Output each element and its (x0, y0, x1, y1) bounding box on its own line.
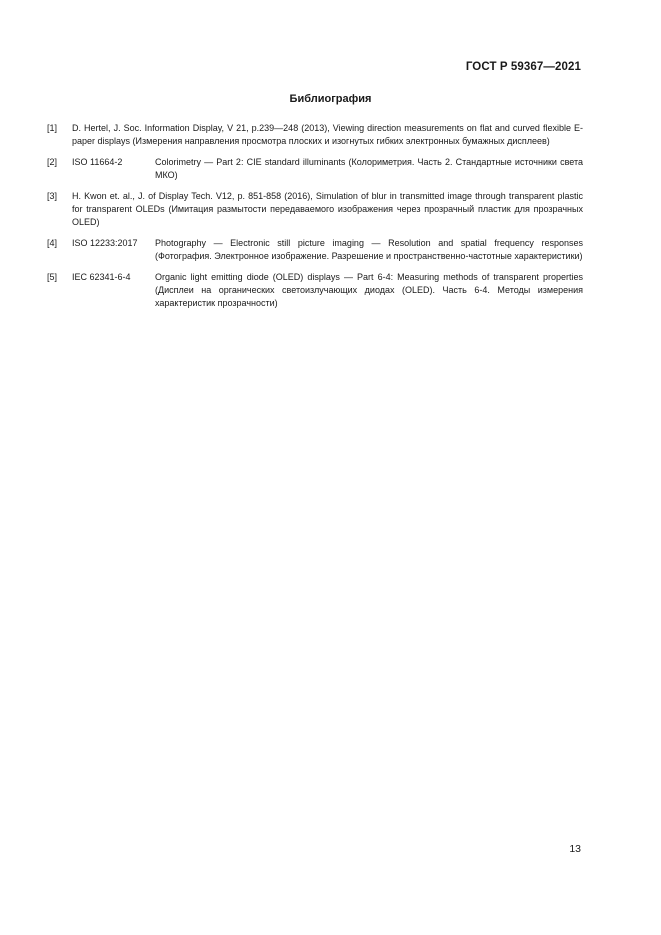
entry-number: [3] (47, 191, 58, 202)
entry-number: [5] (47, 272, 58, 283)
entry-text: D. Hertel, J. Soc. Information Display, V 21, p.239—248 (2013), Viewing direction measurements on flat and curved flexible E-paper displays (Измерения направления просмотра плоских и изогнутых гибких электронных бумажных дисплеев) (72, 123, 583, 146)
entry-standard-title: Organic light emitting diode (OLED) displays — Part 6-4: Measuring methods of transparent properties (Дисплеи на органических светоизлучающих диодах (OLED). Часть 6-4. Методы измерения характеристик прозрачности) (155, 272, 583, 308)
entry-standard-code: ISO 12233:2017 (72, 238, 138, 249)
page-number: 13 (569, 843, 581, 855)
entry-body (72, 271, 583, 309)
bibliography-entry-4 (47, 237, 583, 262)
bibliography-entry-2 (47, 156, 583, 181)
bibliography-entry-1 (47, 122, 583, 147)
entry-number: [4] (47, 238, 58, 249)
entry-text: H. Kwon et. al., J. of Display Tech. V12, p. 851-858 (2016), Simulation of blur in transmitted image through transparent plastic for transparent OLEDs (Имитация размытости передаваемого изображения через прозрачный пластик для прозрачных OLED) (72, 191, 583, 227)
entry-standard-code: ISO 11664-2 (72, 157, 123, 168)
page-title: Библиография (289, 93, 372, 105)
entry-standard-title: Colorimetry — Part 2: CIE standard illuminants (Колориметрия. Часть 2. Стандартные источники света МКО) (155, 157, 583, 180)
bibliography-entry-5 (47, 271, 583, 309)
entry-standard-code: IEC 62341-6-4 (72, 272, 131, 283)
entry-body (72, 237, 583, 262)
bibliography-entry-3 (47, 190, 583, 228)
entry-number: [2] (47, 157, 58, 168)
entry-body (72, 156, 583, 181)
entry-number: [1] (47, 123, 58, 133)
entry-standard-title: Photography — Electronic still picture imaging — Resolution and spatial frequency responses (Фотография. Электронное изображение. Разрешение и пространственно-частотные характеристики) (155, 238, 583, 261)
bibliography-list (47, 122, 583, 318)
document-standard-number: ГОСТ Р 59367—2021 (465, 61, 581, 73)
